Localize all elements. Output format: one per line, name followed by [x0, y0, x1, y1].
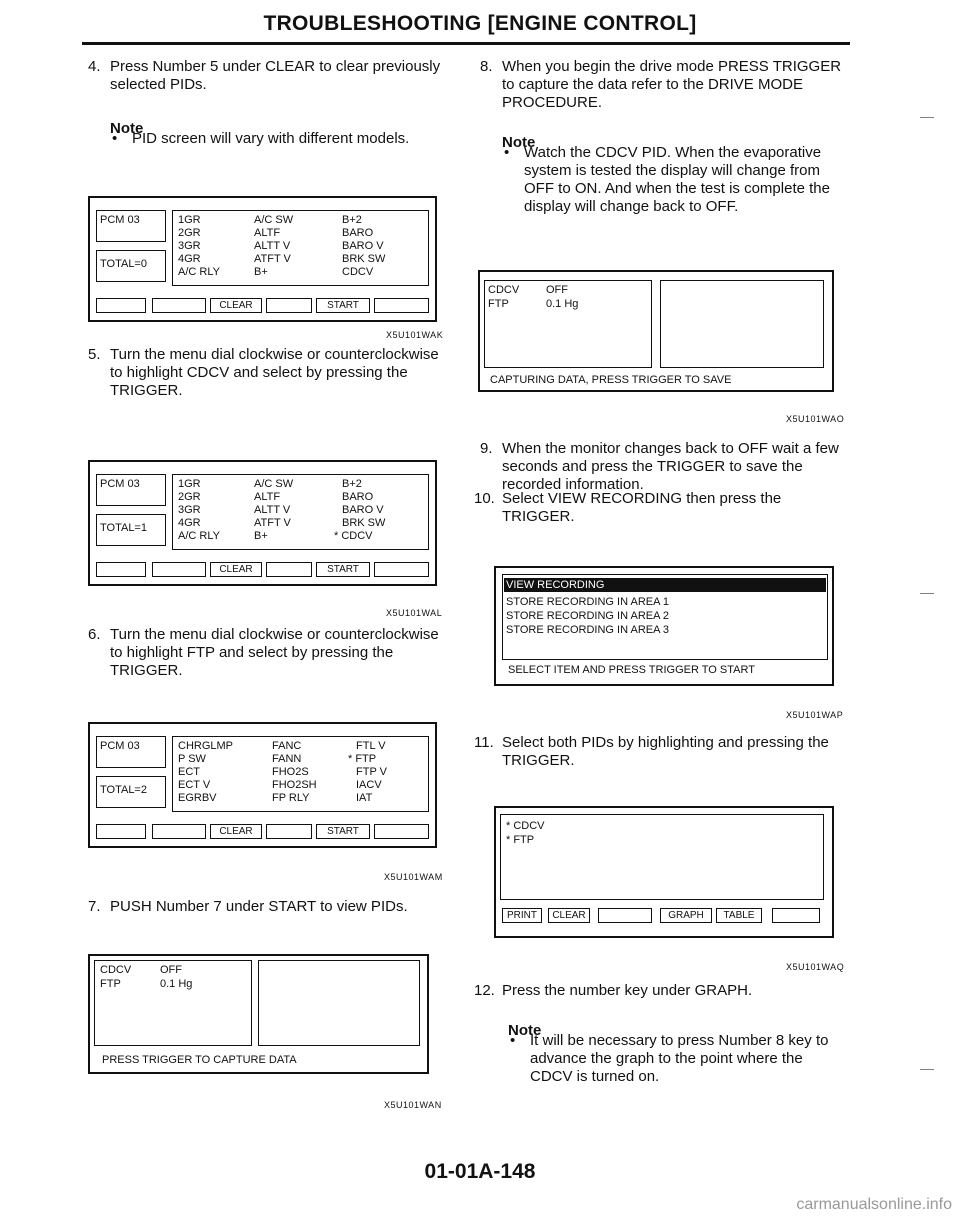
status-message: SELECT ITEM AND PRESS TRIGGER TO START [508, 664, 755, 676]
step-10 [474, 490, 845, 526]
pid-list-box [500, 814, 824, 900]
margin-mark: — [920, 108, 934, 124]
print-button[interactable]: PRINT [502, 908, 542, 923]
softkey-1[interactable] [96, 298, 146, 313]
pid-item[interactable]: P SW [178, 753, 206, 765]
step-text: Press Number 5 under CLEAR to clear previously selected PIDs. [110, 58, 441, 93]
softkey-2[interactable] [152, 824, 206, 839]
margin-mark: — [920, 584, 934, 600]
pid-item[interactable]: 1GR [178, 478, 201, 490]
pid-item[interactable]: ALTF [254, 491, 281, 503]
clear-button[interactable]: CLEAR [210, 824, 262, 839]
softkey-2[interactable] [152, 562, 206, 577]
step-number: 11. [474, 734, 494, 751]
status-message: PRESS TRIGGER TO CAPTURE DATA [102, 1054, 297, 1066]
total-label: TOTAL=2 [100, 784, 147, 796]
pid-item[interactable]: BARO [342, 491, 374, 503]
scan-tool-screen-capturing [478, 270, 834, 392]
pid-item[interactable]: B+2 [342, 478, 362, 490]
scan-tool-screen-view-recording [494, 566, 834, 686]
clear-button[interactable]: CLEAR [210, 298, 262, 313]
pid-item[interactable]: BRK SW [342, 253, 386, 265]
step-6 [88, 626, 448, 680]
total-label: TOTAL=1 [100, 522, 147, 534]
pcm-label: PCM 03 [100, 214, 140, 226]
table-button[interactable]: TABLE [716, 908, 762, 923]
step-12 [474, 982, 845, 1000]
step-7 [88, 898, 448, 916]
step-4 [88, 58, 448, 94]
step-number: 4. [88, 58, 101, 75]
softkey-2[interactable] [152, 298, 206, 313]
pid-name: FTP [488, 298, 509, 310]
pid-item[interactable]: ATFT V [254, 253, 291, 265]
pid-item[interactable]: ALTF [254, 227, 281, 239]
step-11 [474, 734, 845, 770]
pid-item[interactable]: BARO [342, 227, 374, 239]
pid-item[interactable]: CDCV [342, 266, 374, 278]
step-text: When you begin the drive mode PRESS TRIGGER to capture the data refer to the DRIVE MODE PROCEDURE. [502, 58, 842, 111]
pid-item[interactable]: IAT [356, 792, 373, 804]
pid-name: CDCV [488, 284, 520, 296]
scan-tool-screen-capture [88, 954, 429, 1074]
pid-item[interactable]: 2GR [178, 227, 201, 239]
menu-item-store-area-3[interactable]: STORE RECORDING IN AREA 3 [506, 624, 670, 636]
figure-code: X5U101WAO [786, 414, 845, 424]
scan-tool-screen-pid-list-2 [88, 460, 437, 586]
pid-item[interactable]: B+ [254, 266, 268, 278]
graph-button[interactable]: GRAPH [660, 908, 712, 923]
pid-item[interactable]: FANC [272, 740, 302, 752]
scan-tool-screen-pid-list-3 [88, 722, 437, 848]
step-number: 8. [480, 58, 493, 75]
note-bullet: • Watch the CDCV PID. When the evaporative system is tested the display will change from OFF to ON. And when the test is complete the display will change back to OFF. [480, 144, 845, 216]
pid-item-selected[interactable]: * CDCV [334, 530, 373, 542]
pid-item[interactable]: 4GR [178, 253, 201, 265]
step-text: When the monitor changes back to OFF wait a few seconds and press the TRIGGER to save the recorded information. [502, 440, 839, 493]
figure-code: X5U101WAP [786, 710, 844, 720]
pid-item[interactable]: B+2 [342, 214, 362, 226]
menu-item-view-recording[interactable]: VIEW RECORDING [504, 578, 826, 592]
pid-item[interactable]: FHO2S [272, 766, 309, 778]
pid-item[interactable]: BARO V [342, 504, 384, 516]
pid-item[interactable]: 4GR [178, 517, 201, 529]
selected-pid[interactable]: * CDCV [506, 820, 545, 832]
figure-code: X5U101WAL [386, 608, 443, 618]
pid-item[interactable]: CHRGLMP [178, 740, 234, 752]
pid-item[interactable]: ATFT V [254, 517, 291, 529]
pid-item[interactable]: A/C SW [254, 214, 294, 226]
pid-item-selected[interactable]: * FTP [348, 753, 377, 765]
step-text: Press the number key under GRAPH. [502, 982, 753, 999]
note-bullet: • PID screen will vary with different models. [88, 130, 448, 148]
softkey-1[interactable] [96, 562, 146, 577]
header-rule [82, 42, 850, 45]
figure-code: X5U101WAN [384, 1100, 442, 1110]
step-text: Turn the menu dial clockwise or counterclockwise to highlight CDCV and select by pressing the TRIGGER. [110, 346, 439, 399]
softkey-6[interactable] [374, 298, 429, 313]
pid-item[interactable]: ALTT V [254, 504, 291, 516]
start-button[interactable]: START [316, 562, 370, 577]
pid-value: OFF [160, 964, 182, 976]
softkey-4[interactable] [266, 824, 312, 839]
pid-item[interactable]: FANN [272, 753, 302, 765]
pid-value: 0.1 Hg [546, 298, 579, 310]
pid-item[interactable]: A/C RLY [178, 266, 220, 278]
clear-button[interactable]: CLEAR [548, 908, 590, 923]
step-9 [480, 440, 845, 494]
step-number: 5. [88, 346, 101, 363]
step-number: 12. [474, 982, 495, 999]
menu-item-store-area-2[interactable]: STORE RECORDING IN AREA 2 [506, 610, 670, 622]
page-number: 01-01A-148 [424, 1160, 536, 1183]
step-number: 7. [88, 898, 101, 915]
pid-item[interactable]: 3GR [178, 240, 201, 252]
pid-value: 0.1 Hg [160, 978, 193, 990]
pid-item[interactable]: 3GR [178, 504, 201, 516]
pid-item[interactable]: BARO V [342, 240, 384, 252]
softkey-4[interactable] [266, 298, 312, 313]
clear-button[interactable]: CLEAR [210, 562, 262, 577]
pid-item[interactable]: FP RLY [272, 792, 310, 804]
step-number: 9. [480, 440, 493, 457]
step-number: 6. [88, 626, 101, 643]
pid-item[interactable]: FTL V [356, 740, 386, 752]
menu-item-store-area-1[interactable]: STORE RECORDING IN AREA 1 [506, 596, 670, 608]
softkey-4[interactable] [266, 562, 312, 577]
step-8 [480, 58, 845, 112]
step-text: PUSH Number 7 under START to view PIDs. [110, 898, 408, 915]
pid-name: FTP [100, 978, 121, 990]
pid-item[interactable]: ALTT V [254, 240, 291, 252]
note-bullet: • It will be necessary to press Number 8 key to advance the graph to the point where the CDCV is turned on. [486, 1032, 846, 1086]
graph-area [258, 960, 420, 1046]
step-text: Select both PIDs by highlighting and pressing the TRIGGER. [502, 734, 829, 769]
step-5 [88, 346, 448, 400]
step-text: Select VIEW RECORDING then press the TRIGGER. [502, 490, 782, 525]
graph-area [660, 280, 824, 368]
figure-code: X5U101WAM [384, 872, 443, 882]
pid-item[interactable]: ECT V [178, 779, 211, 791]
scan-tool-screen-pid-list-1 [88, 196, 437, 322]
pcm-label: PCM 03 [100, 478, 140, 490]
start-button[interactable]: START [316, 298, 370, 313]
status-message: CAPTURING DATA, PRESS TRIGGER TO SAVE [490, 374, 732, 386]
pid-item[interactable]: 1GR [178, 214, 201, 226]
note-heading: Note [508, 1022, 542, 1039]
softkey-6[interactable] [772, 908, 820, 923]
watermark: carmanualsonline.info [796, 1196, 952, 1213]
softkey-6[interactable] [374, 562, 429, 577]
pid-item[interactable]: A/C RLY [178, 530, 220, 542]
step-text: Turn the menu dial clockwise or counterclockwise to highlight FTP and select by pressing the TRIGGER. [110, 626, 439, 679]
figure-code: X5U101WAK [386, 330, 444, 340]
note-heading: Note [502, 134, 536, 151]
selected-pid[interactable]: * FTP [506, 834, 535, 846]
pid-value: OFF [546, 284, 568, 296]
total-label: TOTAL=0 [100, 258, 147, 270]
pid-item[interactable]: ECT [178, 766, 200, 778]
pid-name: CDCV [100, 964, 132, 976]
pid-item[interactable]: EGRBV [178, 792, 217, 804]
pid-item[interactable]: FHO2SH [272, 779, 317, 791]
figure-code: X5U101WAQ [786, 962, 845, 972]
pid-item[interactable]: A/C SW [254, 478, 294, 490]
pid-item[interactable]: BRK SW [342, 517, 386, 529]
softkey-6[interactable] [374, 824, 429, 839]
note-heading: Note [110, 120, 144, 137]
scan-tool-screen-selected-pids [494, 806, 834, 938]
pid-item[interactable]: 2GR [178, 491, 201, 503]
pcm-label: PCM 03 [100, 740, 140, 752]
pid-item[interactable]: B+ [254, 530, 268, 542]
softkey-1[interactable] [96, 824, 146, 839]
start-button[interactable]: START [316, 824, 370, 839]
page-title: TROUBLESHOOTING [ENGINE CONTROL] [263, 12, 697, 35]
step-number: 10. [474, 490, 495, 507]
pid-item[interactable]: IACV [356, 779, 382, 791]
pid-item[interactable]: FTP V [356, 766, 387, 778]
margin-mark: — [920, 1060, 934, 1076]
softkey-3[interactable] [598, 908, 652, 923]
